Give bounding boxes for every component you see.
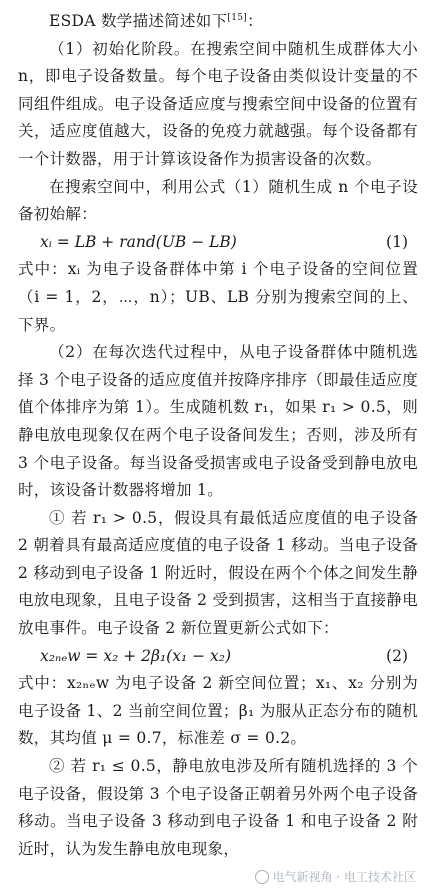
paragraph-eq1-explanation: 式中：xᵢ 为电子设备群体中第 i 个电子设备的空间位置（i = 1，2，⋯，n）；UB、LB 分别为搜索空间的上、下界。 xyxy=(18,260,418,334)
paragraph-generate-solutions: 在搜索空间中，利用公式（1）随机生成 n 个电子设备初始解： xyxy=(18,177,418,224)
intro-colon: ： xyxy=(247,12,263,30)
intro-text: ESDA 数学描述简述如下 xyxy=(49,12,228,30)
watermark xyxy=(255,868,416,885)
paragraph-init-stage: （1）初始化阶段。在搜索空间中随机生成群体大小 n，即电子设备数量。每个电子设备由类似设计变量的不同组件组成。电子设备适应度与搜索空间中设备的位置有关，适应度值越大，设备的免疫力就越强。每个设备都有一个计数器，用于计算该设备作为损害设备的次数。 xyxy=(18,39,418,168)
paragraph-case-r1-less: ② 若 r₁ ≤ 0.5，静电放电涉及所有随机选择的 3 个电子设备，假设第 3 个电子设备正朝着另外两个电子设备移动。当电子设备 3 移动到电子设备 1 和电子设备 2 附近时，认为发生静电放电现象， xyxy=(18,757,418,858)
intro-line xyxy=(18,8,418,36)
equation-2 xyxy=(18,643,418,671)
equation-2-number: (2) xyxy=(386,646,408,665)
paragraph-eq2-explanation: 式中：x₂ₙₑw 为电子设备 2 新空间位置；x₁、x₂ 分别为电子设备 1、2 当前空间位置；β₁ 为服从正态分布的随机数，其均值 μ = 0.7，标准差 σ = 0.2。 xyxy=(18,674,418,748)
paragraph-iteration: （2）在每次迭代过程中，从电子设备群体中随机选择 3 个电子设备的适应度值并按降序排序（即最佳适应度值个体排序为第 1）。生成随机数 r₁，如果 r₁ > 0.5，则静电放电现象仅在两个电子设备间发生；否则，涉及所有 3 个电子设备。每当设备受损害或电子设备受到静电放电时，该设备计数器将增加 1。 xyxy=(18,343,418,500)
paragraph-case-r1-greater: ① 若 r₁ > 0.5，假设具有最低适应度值的电子设备 2 朝着具有最高适应度值的电子设备 1 移动。当电子设备 2 移动到电子设备 1 附近时，假设在两个个体之间发生静电放电现象，且电子设备 2 受到损害，这相当于直接静电放电事件。电子设备 2 新位置更新公式如下： xyxy=(18,508,418,638)
citation-ref: [15] xyxy=(227,12,248,23)
watermark-text: 电气新视角 · 电工技术社区 xyxy=(272,870,416,884)
equation-2-expression: x₂ₙₑw = x₂ + 2β₁(x₁ − x₂) xyxy=(40,646,232,665)
equation-1-number: (1) xyxy=(386,232,408,251)
equation-1 xyxy=(18,229,418,257)
watermark-icon xyxy=(255,870,269,884)
equation-1-expression: xᵢ = LB + rand(UB − LB) xyxy=(40,232,237,251)
